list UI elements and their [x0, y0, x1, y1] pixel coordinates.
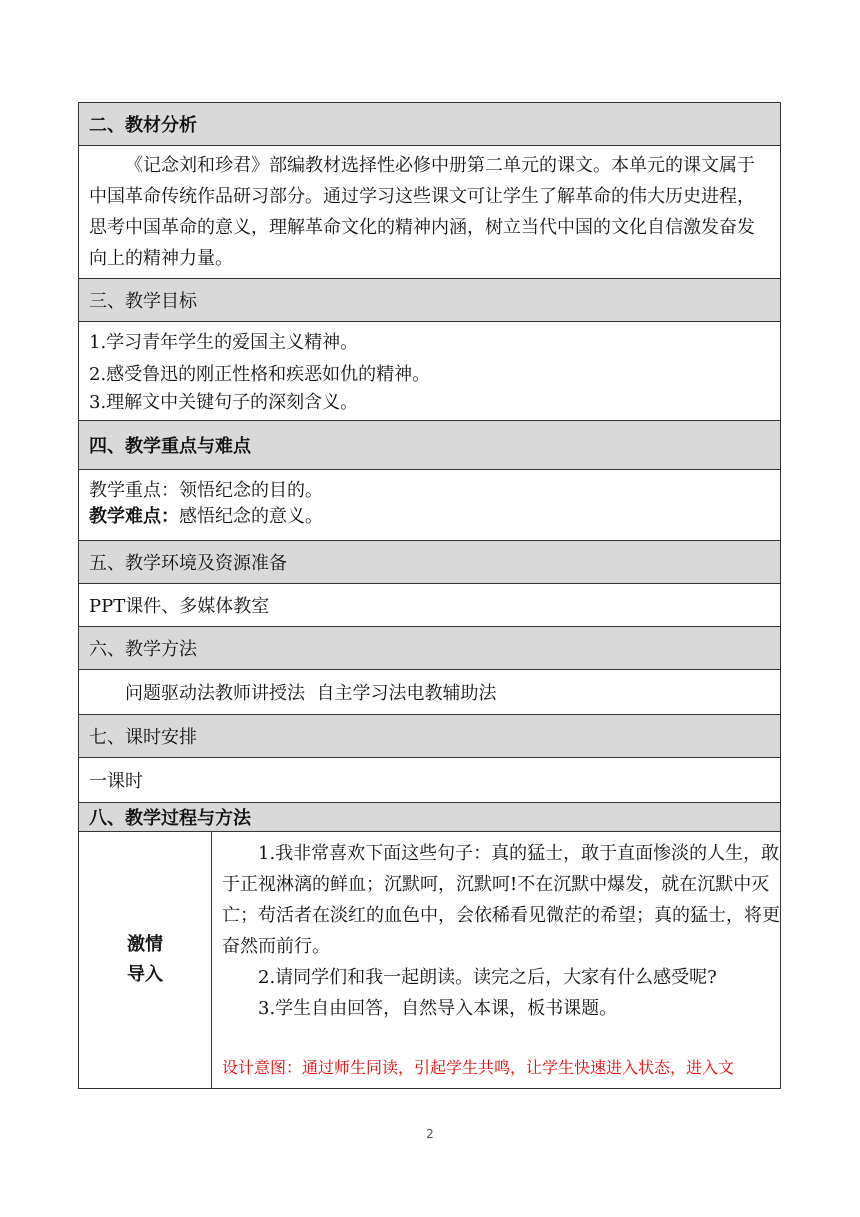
section-body-teaching-goals — [79, 322, 781, 421]
section-body-schedule — [79, 758, 781, 803]
process-paragraph: 2.请同学们和我一起朗读。读完之后，大家有什么感受呢? — [258, 967, 717, 988]
difficulty-line — [89, 504, 770, 530]
process-paragraph: 3.学生自由回答，自然导入本课，板书课题。 — [258, 998, 618, 1019]
goal-item: 1.学习青年学生的爱国主义精神。 — [89, 332, 359, 353]
section-title: 七、课时安排 — [79, 715, 781, 758]
section-body-resources — [79, 584, 781, 627]
page-number: 2 — [426, 1127, 434, 1141]
section-text: 《记念刘和珍君》部编教材选择性必修中册第二单元的课文。本单元的课文属于中国革命传统作品研习部分。通过学习这些课文可让学生了解革命的伟大历史进程，思考中国革命的意义，理解革命文化的精神内涵，树立当代中国的文化自信激发奋发向上的精神力量。 — [79, 146, 781, 279]
section-header-teaching-goals — [79, 279, 781, 322]
process-content — [212, 832, 781, 1089]
goal-item: 2.感受鲁迅的刚正性格和疾恶如仇的精神。 — [89, 364, 431, 385]
key-point-label: 教学重点： — [89, 480, 179, 501]
lesson-plan-table — [78, 102, 781, 1089]
section-text: 问题驱动法教师讲授法 自主学习法电教辅助法 — [79, 670, 781, 715]
section-title: 六、教学方法 — [79, 627, 781, 670]
section-text: 一课时 — [79, 758, 781, 803]
goal-item: 3.理解文中关键句子的深刻含义。 — [89, 392, 359, 413]
difficulty-label: 教学难点： — [89, 506, 179, 527]
section-header-material-analysis — [79, 103, 781, 146]
difficulty-text: 感悟纪念的意义。 — [179, 506, 323, 527]
section-header-resources — [79, 541, 781, 584]
section-title: 五、教学环境及资源准备 — [79, 541, 781, 584]
process-stage-label: 激情 导入 — [79, 832, 212, 1089]
section-body-key-points — [79, 470, 781, 541]
section-text: PPT课件、多媒体教室 — [79, 584, 781, 627]
section-body-methods — [79, 670, 781, 715]
key-point-line — [89, 478, 770, 504]
process-row-intro — [79, 832, 781, 1089]
section-title: 二、教材分析 — [79, 103, 781, 146]
section-header-methods — [79, 627, 781, 670]
key-point-text: 领悟纪念的目的。 — [179, 480, 323, 501]
lesson-plan-page — [78, 102, 780, 1089]
section-header-schedule — [79, 715, 781, 758]
section-title: 四、教学重点与难点 — [79, 421, 781, 470]
process-paragraph: 1.我非常喜欢下面这些句子：真的猛士，敢于直面惨淡的人生，敢于正视淋漓的鲜血；沉默呵，沉默呵!不在沉默中爆发，就在沉默中灭亡；苟活者在淡红的血色中，会依稀看见微茫的希望；真的猛士，将更奋然而前行。 — [222, 843, 780, 957]
section-title: 三、教学目标 — [79, 279, 781, 322]
section-title: 八、教学过程与方法 — [79, 803, 781, 832]
section-header-process — [79, 803, 781, 832]
section-header-key-points — [79, 421, 781, 470]
design-intent-note: 设计意图：通过师生同读，引起学生共鸣，让学生快速进入状态，进入文 — [222, 1058, 735, 1077]
section-body-material-analysis — [79, 146, 781, 279]
